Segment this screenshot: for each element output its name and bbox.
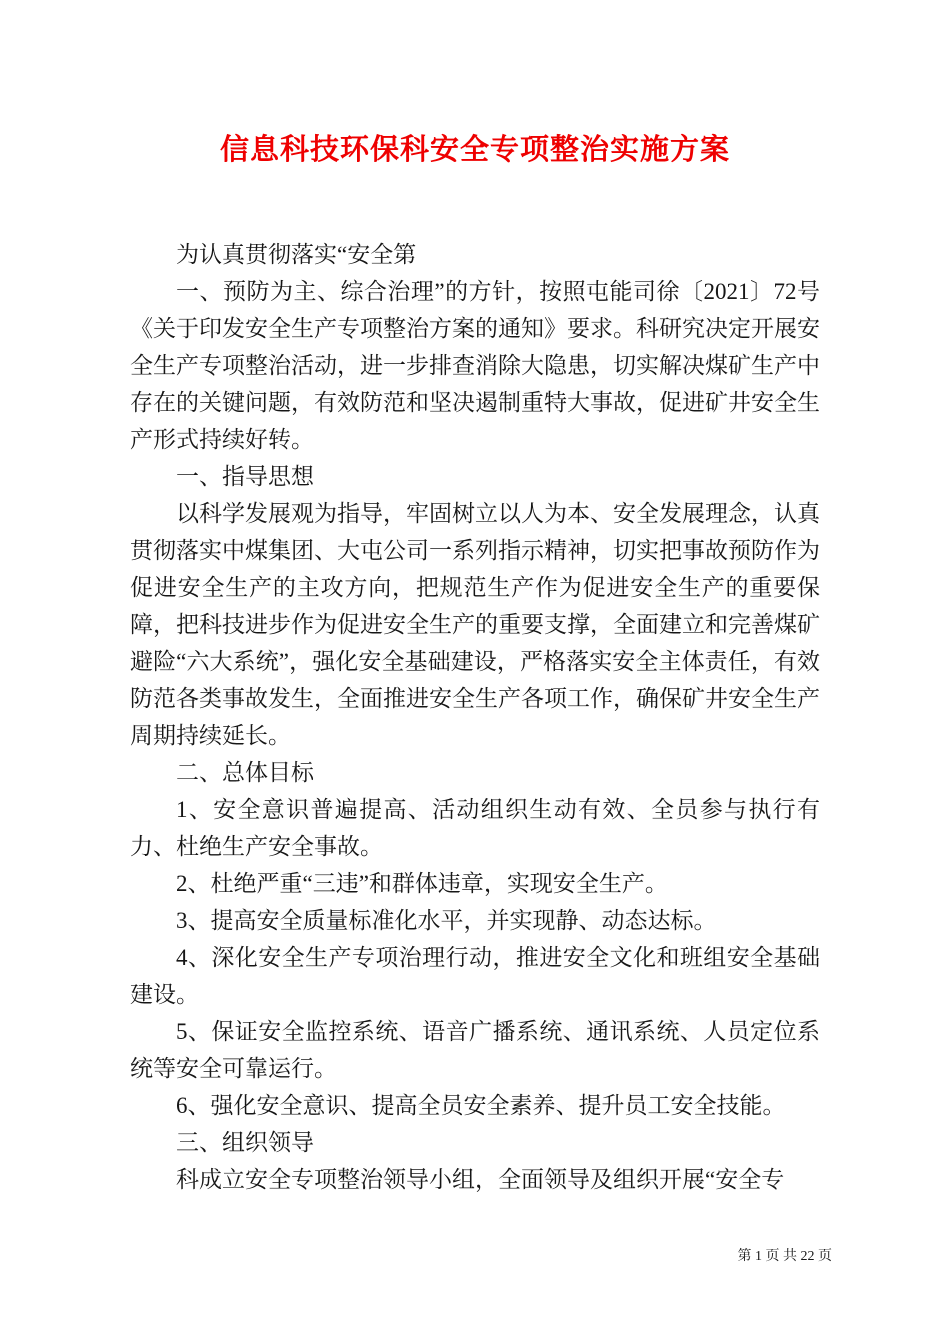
paragraph: 为认真贯彻落实“安全第 bbox=[176, 242, 417, 267]
paragraph: 一、预防为主、综合治理”的方针，按照屯能司徐〔2021〕72号《关于印发安全生产专项整治方案的通知》要求。科研究决定开展安全生产专项整治活动，进一步排查消除大隐患，切实解决煤矿生产中存在的关键问题，有效防范和坚决遏制重特大事故，促进矿井安全生产形式持续好转。 bbox=[130, 279, 820, 452]
paragraph: 6、强化安全意识、提高全员安全素养、提升员工安全技能。 bbox=[176, 1093, 786, 1118]
paragraph: 科成立安全专项整治领导小组，全面领导及组织开展“安全专 bbox=[176, 1167, 785, 1192]
paragraph: 二、总体目标 bbox=[176, 760, 314, 785]
paragraph: 三、组织领导 bbox=[176, 1130, 314, 1155]
paragraph: 2、杜绝严重“三违”和群体违章，实现安全生产。 bbox=[176, 871, 668, 896]
paragraph: 一、指导思想 bbox=[176, 464, 314, 489]
page-number-footer: 第 1 页 共 22 页 bbox=[737, 1249, 832, 1264]
paragraph: 以科学发展观为指导，牢固树立以人为本、安全发展理念，认真贯彻落实中煤集团、大屯公司一系列指示精神，切实把事故预防作为促进安全生产的主攻方向，把规范生产作为促进安全生产的重要保障，把科技进步作为促进安全生产的重要支撑，全面建立和完善煤矿避险“六大系统”，强化安全基础建设，严格落实安全主体责任，有效防范各类事故发生，全面推进安全生产各项工作，确保矿井安全生产周期持续延长。 bbox=[130, 501, 820, 748]
paragraph: 4、深化安全生产专项治理行动，推进安全文化和班组安全基础建设。 bbox=[130, 945, 820, 1007]
paragraph: 3、提高安全质量标准化水平，并实现静、动态达标。 bbox=[176, 908, 717, 933]
document-body bbox=[130, 236, 820, 1198]
paragraph: 1、安全意识普遍提高、活动组织生动有效、全员参与执行有力、杜绝生产安全事故。 bbox=[130, 797, 820, 859]
paragraph: 5、保证安全监控系统、语音广播系统、通讯系统、人员定位系统等安全可靠运行。 bbox=[130, 1019, 820, 1081]
page-title: 信息科技环保科安全专项整治实施方案 bbox=[219, 134, 730, 166]
